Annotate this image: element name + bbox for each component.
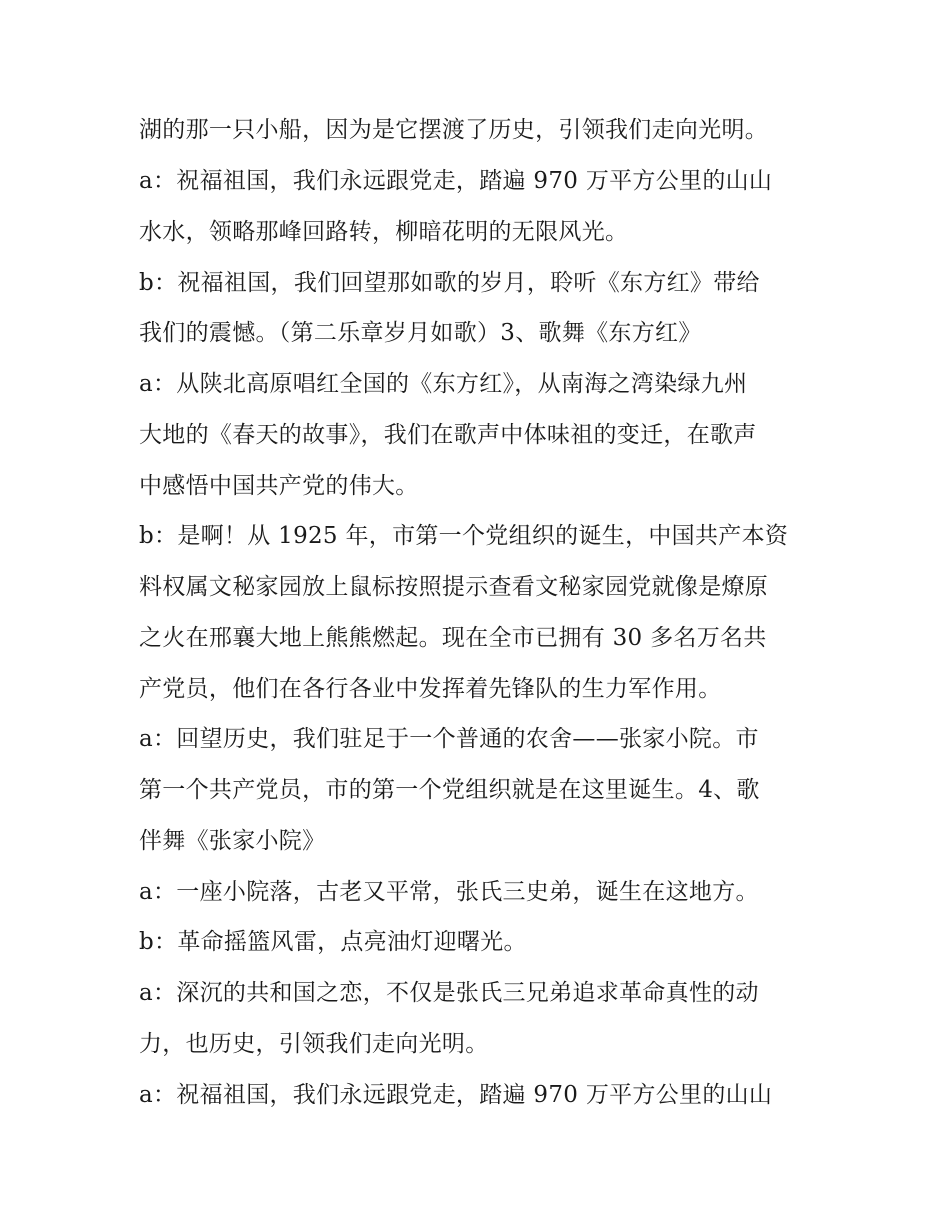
- text-line: a：从陕北高原唱红全国的《东方红》，从南海之湾染绿九州: [139, 371, 748, 397]
- text-line: b：祝福祖国，我们回望那如歌的岁月，聆听《东方红》带给: [139, 270, 760, 296]
- text-line: a：祝福祖国，我们永远跟党走，踏遍 970 万平方公里的山山: [139, 1082, 773, 1108]
- text-line: 我们的震憾。（第二乐章岁月如歌）3、歌舞《东方红》: [139, 320, 702, 346]
- text-line: 产党员，他们在各行各业中发挥着先锋队的生力军作用。: [139, 676, 722, 702]
- text-line: 大地的《春天的故事》，我们在歌声中体味祖的变迁，在歌声: [139, 422, 757, 448]
- text-line: a：祝福祖国，我们永远跟党走，踏遍 970 万平方公里的山山: [139, 168, 773, 194]
- text-line: a：一座小院落，古老又平常，张氏三史弟，诞生在这地方。: [139, 879, 759, 905]
- text-line: b：是啊！从 1925 年，市第一个党组织的诞生，中国共产本资: [139, 523, 789, 549]
- text-line: 力，也历史，引领我们走向光明。: [139, 1031, 489, 1057]
- text-line: 料权属文秘家园放上鼠标按照提示查看文秘家园党就像是燎原: [139, 574, 769, 600]
- text-line: 之火在邢襄大地上熊熊燃起。现在全市已拥有 30 多名万名共: [139, 625, 767, 651]
- text-line: 水水，领略那峰回路转，柳暗花明的无限风光。: [139, 219, 629, 245]
- text-line: b：革命摇篮风雷，点亮油灯迎曙光。: [139, 929, 527, 955]
- text-line: a：回望历史，我们驻足于一个普通的农舍——张家小院。市: [139, 726, 759, 752]
- text-line: 第一个共产党员，市的第一个党组织就是在这里诞生。4、歌: [139, 777, 760, 803]
- text-line: 中感悟中国共产党的伟大。: [139, 473, 419, 499]
- text-line: a：深沉的共和国之恋，不仅是张氏三兄弟追求革命真性的动: [139, 980, 759, 1006]
- text-line: 湖的那一只小船，因为是它摆渡了历史，引领我们走向光明。: [139, 117, 769, 143]
- text-line: 伴舞《张家小院》: [139, 828, 326, 854]
